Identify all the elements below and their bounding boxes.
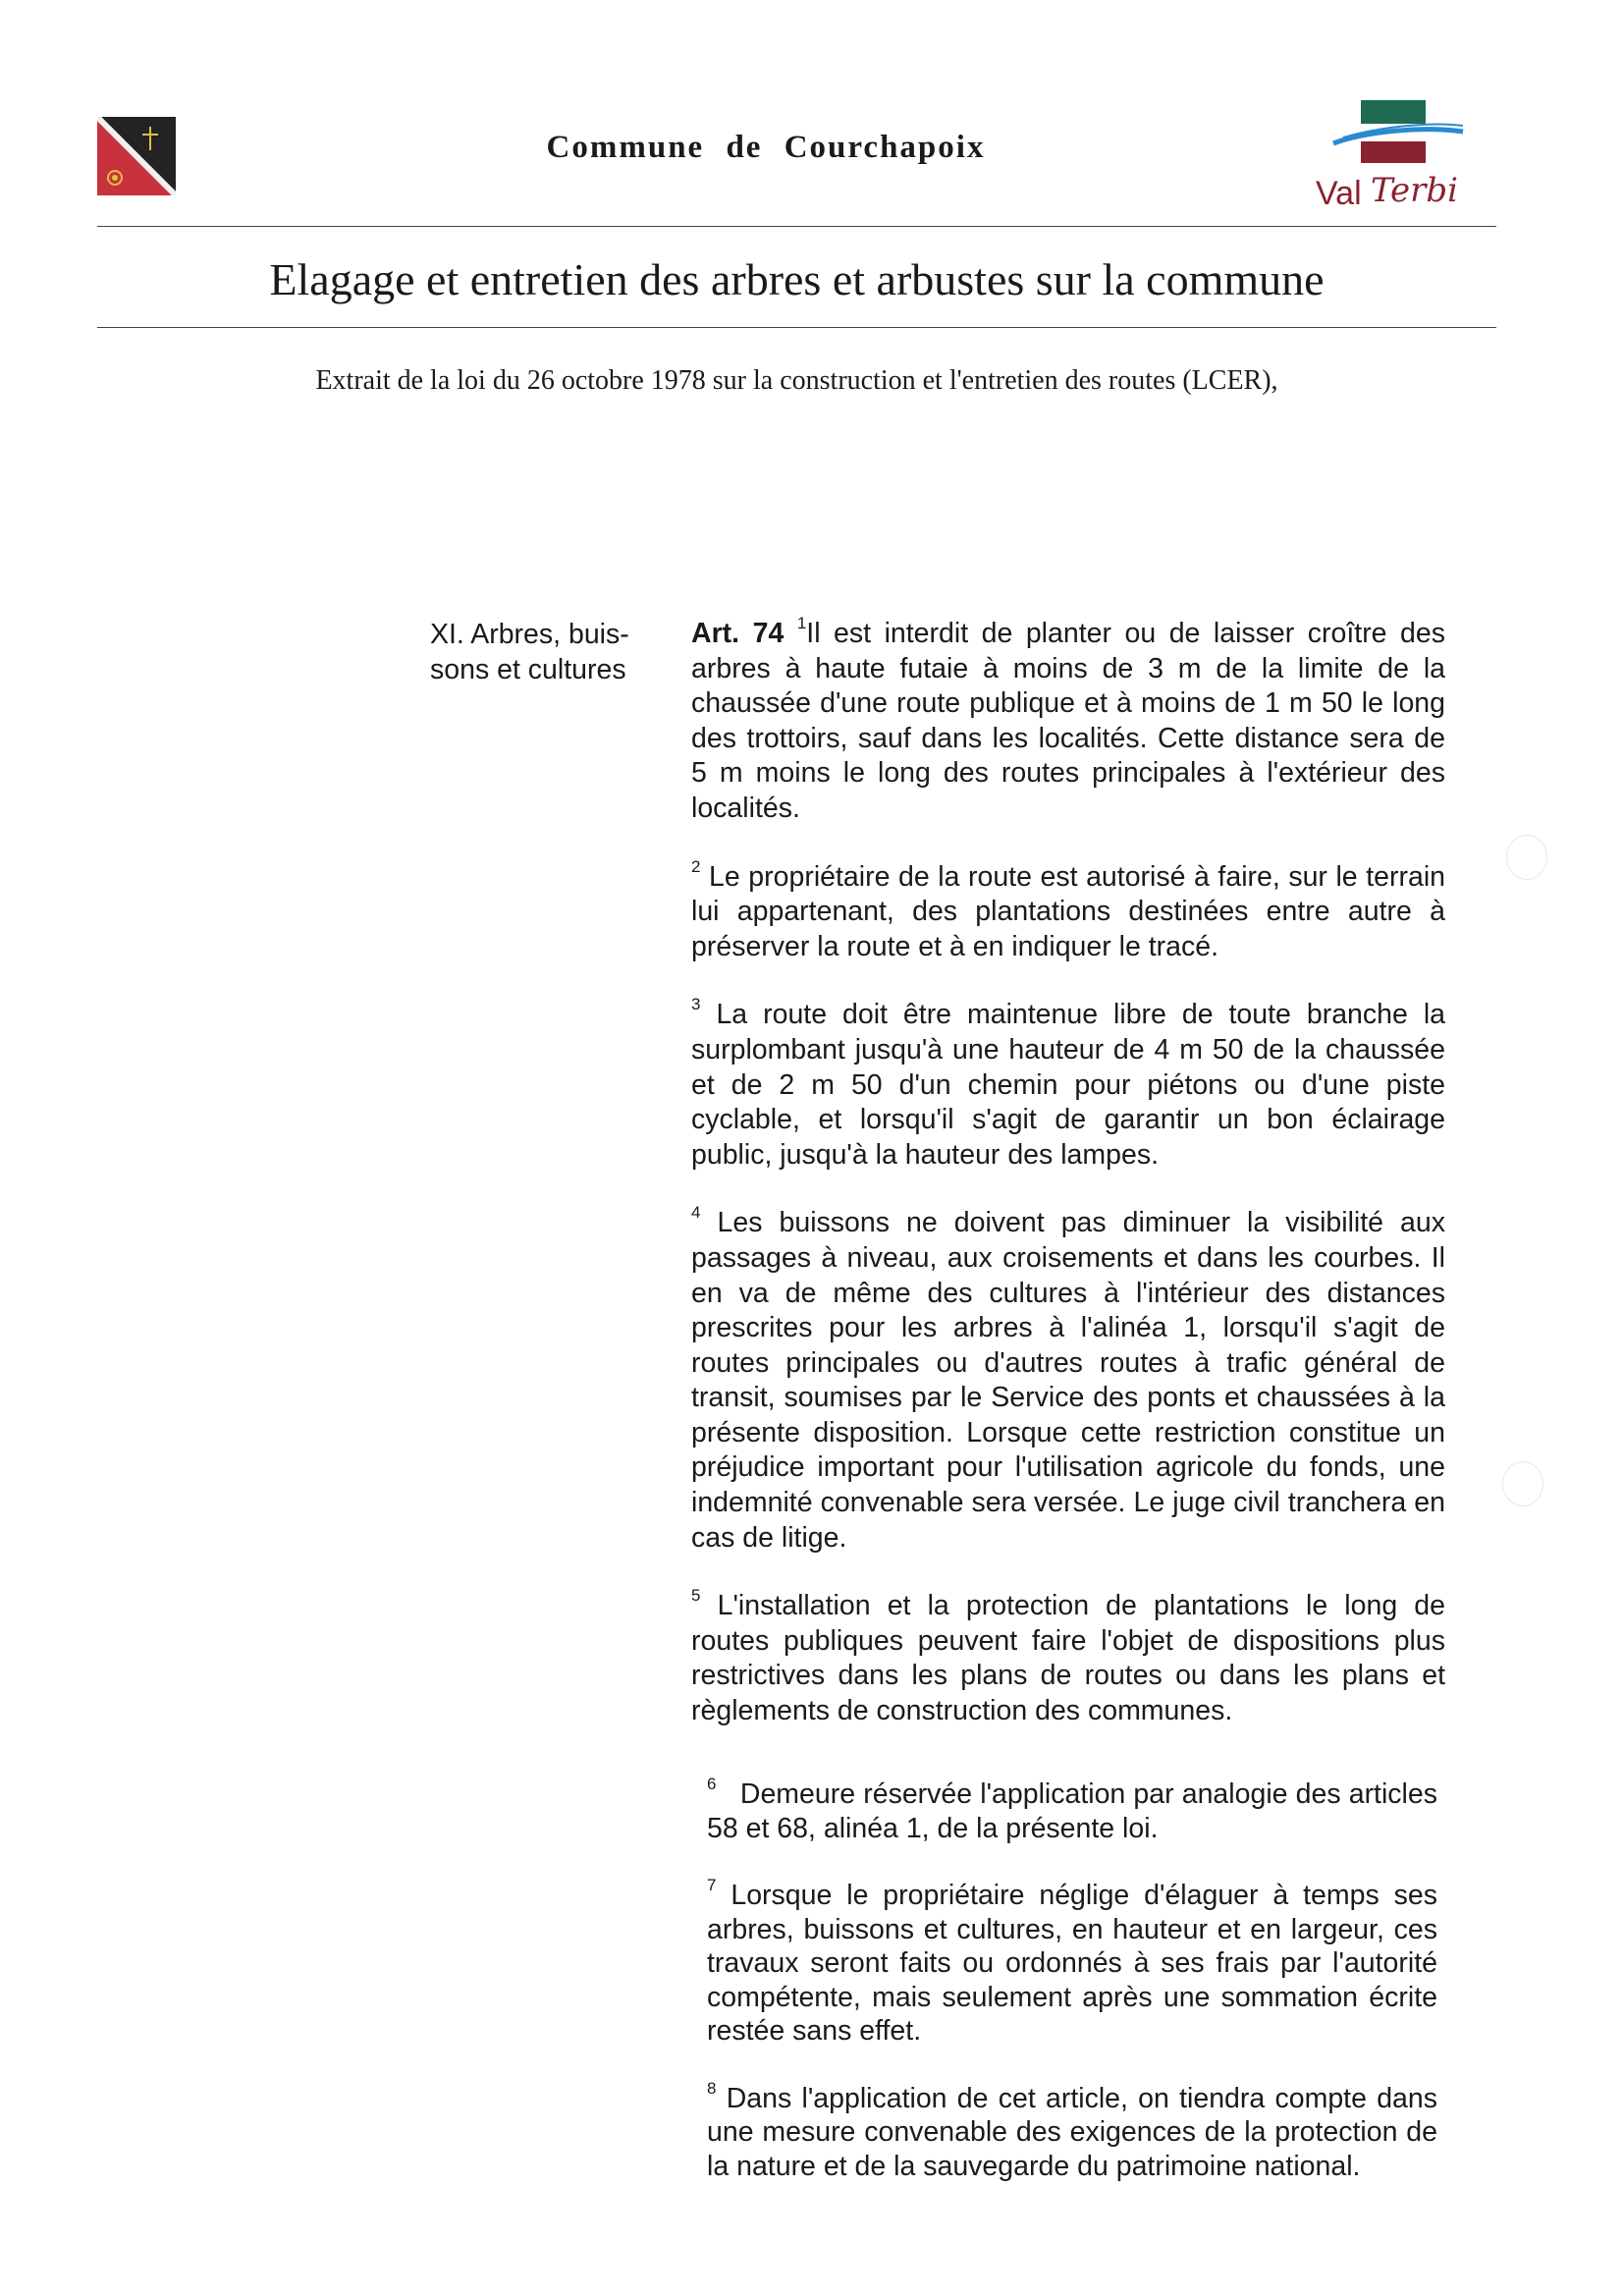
paragraph-text: La route doit être maintenue libre de toute branche la surplombant jusqu'à une hauteur de 4 m 50 de la chaussée et de 2 m 50 d'un chemin pour piétons ou d'une piste cyclable, et lorsqu'il s'agit de garantir un bon éclairage public, jusqu'à la hauteur des lampes. [691, 999, 1445, 1171]
title-divider [97, 327, 1496, 328]
paragraph-text: Le propriétaire de la route est autorisé à faire, sur le terrain lui appartenant, des plantations destinées entre autre à préserver la route et à en indiquer le tracé. [691, 860, 1445, 962]
article-paragraph [691, 614, 1445, 827]
paragraph-text: Demeure réservée l'application par analogie des articles 58 et 68, alinéa 1, de la présente loi. [707, 1778, 1437, 1844]
article-paragraph [691, 856, 1445, 965]
paragraph-number: 3 [691, 995, 701, 1014]
paragraph-number: 5 [691, 1586, 701, 1606]
article-column-main [691, 614, 1446, 1729]
paragraph-number: 8 [707, 2078, 717, 2098]
paragraph-number: 6 [707, 1775, 717, 1793]
article-paragraph [707, 2078, 1437, 2184]
paragraph-text: Lorsque le propriétaire néglige d'élaguer à temps ses arbres, buissons et cultures, en hauteur et en largeur, ces travaux seront faits ou ordonnés à ses frais par l'autorité compétente, mais seulement après une sommation écrite restée sans effet. [707, 1880, 1437, 2047]
paragraph-text: Il est interdit de planter ou de laisser croître des arbres à haute futaie à moins de 3 m de la limite de la chaussée d'une route publique et à moins de 1 m 50 le long des trottoirs, sauf dans les localités. Cette distance sera de 5 m moins le long des routes principales à l'extérieur des localités. [691, 618, 1445, 824]
commune-name: Commune de Courchapoix [546, 130, 986, 165]
article-paragraph [691, 1203, 1445, 1556]
extract-line: Extrait de la loi du 26 octobre 1978 sur la construction et l'entretien des routes (LCER), [315, 365, 1278, 396]
header-divider [97, 226, 1496, 227]
paragraph-text: Dans l'application de cet article, on tiendra compte dans une mesure convenable des exigences de la protection de la nature et de la sauvegarde du patrimoine national. [707, 2082, 1437, 2182]
section-label [430, 617, 656, 687]
article-paragraph [707, 1876, 1437, 2049]
article-paragraph [691, 1586, 1446, 1728]
val-terbi-emblem-icon [1316, 96, 1492, 175]
article-paragraph [691, 995, 1445, 1173]
punch-hole-mark [1502, 1461, 1543, 1506]
paragraph-number: 4 [691, 1203, 701, 1223]
document-title: Elagage et entretien des arbres et arbustes sur la commune [269, 254, 1325, 304]
article-column-continued [707, 1777, 1437, 2183]
val-terbi-logo [1316, 96, 1492, 214]
article-label: Art. 74 [691, 618, 784, 649]
coat-of-arms-logo [97, 117, 176, 195]
logo-text-terbi: Terbi [1371, 171, 1459, 210]
paragraph-number: 1 [796, 614, 807, 632]
paragraph-text: L'installation et la protection de plantations le long de routes publiques peuvent faire l'objet de dispositions plus restrictives dans les plans de routes ou dans les plans et règlements de construction des communes. [691, 1590, 1446, 1727]
article-paragraph [707, 1777, 1437, 1845]
paragraph-number: 7 [707, 1876, 717, 1894]
paragraph-text: Les buissons ne doivent pas diminuer la visibilité aux passages à niveau, aux croisements et dans les courbes. Il en va de même des cultures à l'intérieur des distances prescrites pour les arbres à l'alinéa 1, lorsqu'il s'agit de routes principales ou d'autres routes à trafic général de transit, soumises par le Service des ponts et chaussées à la présente disposition. Lorsque cette restriction constitue un préjudice important pour l'utilisation agricole du fonds, une indemnité convenable sera versée. Le juge civil tranchera en cas de litige. [691, 1207, 1445, 1554]
punch-hole-mark [1506, 835, 1547, 880]
logo-text-val: Val [1316, 175, 1362, 212]
section-label-text: XI. Arbres, buis-sons et cultures [430, 619, 629, 685]
paragraph-number: 2 [691, 856, 701, 876]
